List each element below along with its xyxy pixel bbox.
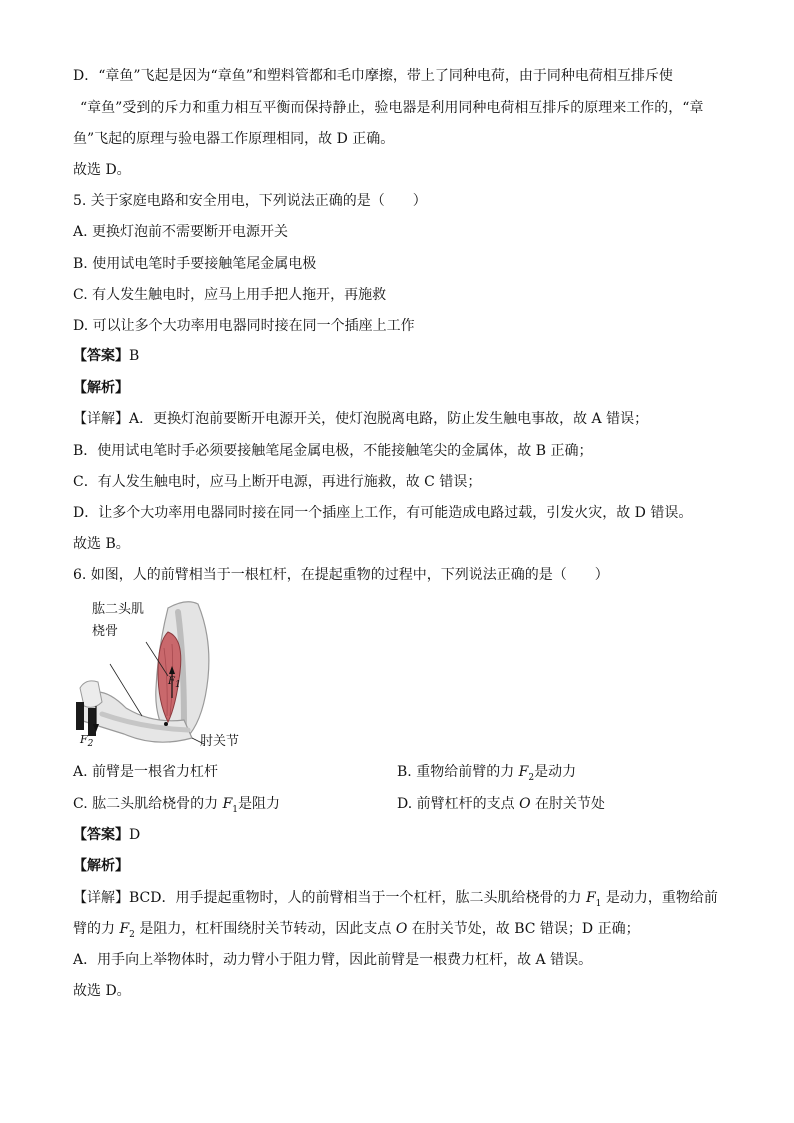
q5-answer-value: B xyxy=(129,348,140,364)
q4-option-d-line1: D．“章鱼”飞起是因为“章鱼”和塑料管都和毛巾摩擦，带上了同种电荷，由于同种电荷相互排斥使 xyxy=(73,68,673,84)
q6-option-c-var: F xyxy=(222,796,233,812)
label-f1-sub: 1 xyxy=(174,680,181,690)
q6-answer-value: D xyxy=(129,827,141,843)
q5-answer-label: 【答案】 xyxy=(73,348,129,364)
q6-stem: 6. 如图，人的前臂相当于一根杠杆，在提起重物的过程中，下列说法正确的是（ ） xyxy=(73,567,609,583)
q5-answer xyxy=(73,346,139,366)
q6-detail-1-pre: 【详解】BCD．用手提起重物时，人的前臂相当于一个杠杆，肱二头肌给桡骨的力 xyxy=(73,890,586,906)
q6-option-b xyxy=(397,762,576,788)
q6-detail-2-mid: 是阻力，杠杆围绕肘关节转动，因此支点 xyxy=(134,921,396,937)
q5-option-c: C. 有人发生触电时，应马上用手把人拖开，再施救 xyxy=(73,287,387,303)
q6-answer xyxy=(73,825,140,845)
q6-conclusion: 故选 D。 xyxy=(73,983,131,999)
q6-option-c-sub: 1 xyxy=(232,804,239,815)
pivot-dot xyxy=(164,722,168,726)
q6-answer-label: 【答案】 xyxy=(73,827,129,843)
q6-option-c-post: 是阻力 xyxy=(238,796,281,812)
q4-option-d-line2: “章鱼”受到的斥力和重力相互平衡而保持静止，验电器是利用同种电荷相互排斥的原理来工作的，“章 xyxy=(80,100,704,116)
q6-detail-2-var: F xyxy=(119,921,130,937)
q5-option-d: D. 可以让多个大功率用电器同时接在同一个插座上工作 xyxy=(73,318,415,334)
q6-option-a: A. 前臂是一根省力杠杆 xyxy=(73,764,219,780)
q6-option-c-pre: C. 肱二头肌给桡骨的力 xyxy=(73,796,223,812)
q6-option-d-var: O xyxy=(519,796,531,812)
q6-option-b-post: 是动力 xyxy=(534,764,577,780)
q5-detail-d: D．让多个大功率用电器同时接在同一个插座上工作，有可能造成电路过载，引发火灾，故 D 错误。 xyxy=(73,505,693,521)
weight-block xyxy=(76,702,84,730)
q5-option-a: A. 更换灯泡前不需要断开电源开关 xyxy=(73,224,289,240)
q6-option-d-pre: D. 前臂杠杆的支点 xyxy=(397,796,520,812)
q6-detail-2-pre: 臂的力 xyxy=(73,921,120,937)
forearm-lever-figure xyxy=(72,598,252,750)
q6-detail-3: A．用手向上举物体时，动力臂小于阻力臂，因此前臂是一根费力杠杆，故 A 错误。 xyxy=(73,952,593,968)
q6-option-b-pre: B. 重物给前臂的力 xyxy=(397,764,519,780)
q5-detail-a: 【详解】A．更换灯泡前要断开电源开关，使灯泡脱离电路，防止发生触电事故，故 A 错误； xyxy=(73,411,649,427)
q4-conclusion: 故选 D。 xyxy=(73,162,131,178)
q5-detail-c: C．有人发生触电时，应马上断开电源，再进行施救，故 C 错误； xyxy=(73,474,482,490)
q6-detail-1-post: 是动力，重物给前 xyxy=(601,890,718,906)
q6-detail-1-var: F xyxy=(585,890,596,906)
label-f2-letter: F xyxy=(80,733,88,746)
q5-conclusion: 故选 B。 xyxy=(73,536,130,552)
q6-option-d xyxy=(397,794,605,814)
q6-detail-1 xyxy=(73,888,718,914)
forearm-illustration xyxy=(72,598,252,750)
q5-option-b: B. 使用试电笔时手要接触笔尾金属电极 xyxy=(73,256,317,272)
label-f2 xyxy=(80,732,93,752)
q6-detail-2 xyxy=(73,919,640,945)
label-elbow: 肘关节 xyxy=(200,734,240,749)
q6-option-d-post: 在肘关节处 xyxy=(530,796,606,812)
label-f1 xyxy=(168,674,181,693)
q6-detail-2-post: 在肘关节处，故 BC 错误；D 正确； xyxy=(407,921,640,937)
label-radius: 桡骨 xyxy=(92,624,119,639)
q6-detail-1-sub: 1 xyxy=(595,898,602,909)
label-f1-letter: F xyxy=(168,676,175,687)
q6-detail-2-var2: O xyxy=(395,921,408,937)
label-biceps: 肱二头肌 xyxy=(92,602,145,617)
q6-option-b-var: F xyxy=(518,764,529,780)
q6-option-b-sub: 2 xyxy=(528,772,535,783)
q4-option-d-line3: 鱼”飞起的原理与验电器工作原理相同，故 D 正确。 xyxy=(73,131,395,147)
q5-stem: 5. 关于家庭电路和安全用电，下列说法正确的是（ ） xyxy=(73,193,427,209)
label-f2-sub: 2 xyxy=(87,739,94,750)
q6-analysis-label: 【解析】 xyxy=(73,858,129,874)
q5-analysis-label: 【解析】 xyxy=(73,380,129,396)
q5-detail-b: B．使用试电笔时手必须要接触笔尾金属电极，不能接触笔尖的金属体，故 B 正确； xyxy=(73,443,593,459)
q6-option-c xyxy=(73,794,280,820)
q6-detail-2-sub: 2 xyxy=(129,929,135,940)
